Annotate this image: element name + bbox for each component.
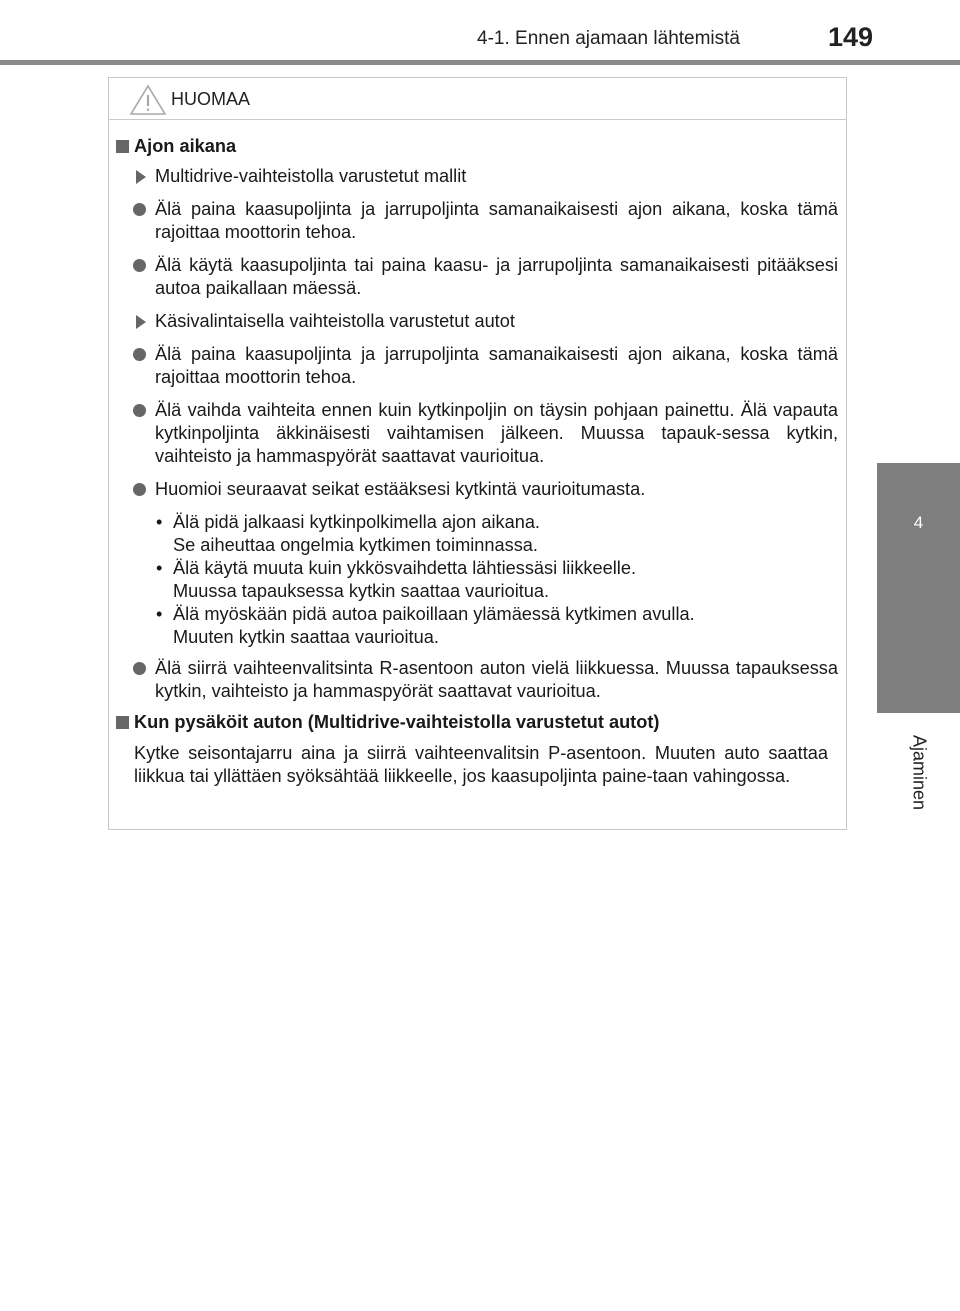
bullet-text: Älä paina kaasupoljinta ja jarrupoljinta samanaikaisesti ajon aikana, koska tämä rajoittaa moottorin tehoa.	[155, 344, 838, 387]
heading-text: Kun pysäköit auton (Multidrive-vaihteistolla varustetut autot)	[134, 712, 660, 732]
notice-box	[108, 77, 847, 830]
triangle-bullet	[136, 170, 146, 184]
bullet-item	[109, 657, 846, 703]
bullet-text: Älä paina kaasupoljinta ja jarrupoljinta samanaikaisesti ajon aikana, koska tämä rajoittaa moottorin tehoa.	[155, 199, 838, 242]
bullet-item	[109, 399, 846, 468]
page-number: 149	[828, 22, 874, 52]
model-text: Multidrive-vaihteistolla varustetut mallit	[155, 166, 467, 186]
side-tab-label	[877, 712, 960, 842]
notice-content	[109, 135, 846, 788]
round-bullet	[133, 203, 146, 216]
dot-bullet: •	[156, 604, 163, 624]
model-text: Käsivalintaisella vaihteistolla varustetut autot	[155, 311, 515, 331]
square-bullet	[116, 140, 129, 153]
model-subheading	[109, 165, 846, 188]
paragraph-text: Kytke seisontajarru aina ja siirrä vaihteenvalitsin P-asentoon. Muuten auto saattaa liikkua tai yllättäen syöksähtää liikkeelle, jos kaasupoljinta paine-taan vahingossa.	[134, 743, 828, 786]
dot-line-1: Älä pidä jalkaasi kytkinpolkimella ajon aikana.	[173, 512, 540, 532]
side-tab-number: 4	[913, 513, 924, 532]
dot-bullet: •	[156, 558, 163, 578]
dot-item	[109, 511, 846, 557]
dot-line-1: Älä myöskään pidä autoa paikoillaan ylämäessä kytkimen avulla.	[173, 604, 695, 624]
model-subheading	[109, 310, 846, 333]
dot-line-1: Älä käytä muuta kuin ykkösvaihdetta lähtiessäsi liikkeelle.	[173, 558, 636, 578]
header-section-title: 4-1. Ennen ajamaan lähtemistä	[477, 28, 740, 49]
section-heading	[109, 711, 846, 734]
bullet-text: Älä vaihda vaihteita ennen kuin kytkinpoljin on täysin pohjaan painettu. Älä vapauta kytkinpoljinta äkkinäisesti vaihtamisen jälkeen. Muussa tapauk-sessa kytkin, vaihteisto ja hammaspyörät saattavat vaurioitua.	[155, 400, 838, 466]
bullet-text: Huomioi seuraavat seikat estääksesi kytkintä vaurioitumasta.	[155, 479, 646, 499]
bullet-item	[109, 198, 846, 244]
dot-line-2: Muussa tapauksessa kytkin saattaa vaurioitua.	[173, 581, 550, 601]
header-rule	[0, 60, 960, 65]
side-tab	[877, 463, 960, 713]
dot-bullet: •	[156, 512, 163, 532]
notice-header	[109, 78, 846, 120]
paragraph	[109, 742, 846, 788]
bullet-text: Älä käytä kaasupoljinta tai paina kaasu- ja jarrupoljinta samanaikaisesti pitääksesi autoa paikallaan mäessä.	[155, 255, 838, 298]
round-bullet	[133, 662, 146, 675]
triangle-bullet	[136, 315, 146, 329]
square-bullet	[116, 716, 129, 729]
round-bullet	[133, 483, 146, 496]
warning-triangle-icon	[129, 84, 167, 116]
bullet-item	[109, 478, 846, 501]
dot-item	[109, 557, 846, 603]
chapter-label: Ajaminen	[909, 734, 929, 811]
notice-title: HUOMAA	[171, 89, 251, 109]
bullet-item	[109, 254, 846, 300]
dot-line-2: Muuten kytkin saattaa vaurioitua.	[173, 627, 439, 647]
dot-line-2: Se aiheuttaa ongelmia kytkimen toiminnassa.	[173, 535, 538, 555]
dot-item	[109, 603, 846, 649]
bullet-item	[109, 343, 846, 389]
bullet-text: Älä siirrä vaihteenvalitsinta R-asentoon auton vielä liikkuessa. Muussa tapauksessa kytkin, vaihteisto ja hammaspyörät saattavat vaurioitua.	[155, 658, 838, 701]
round-bullet	[133, 404, 146, 417]
round-bullet	[133, 259, 146, 272]
heading-text: Ajon aikana	[134, 136, 237, 156]
round-bullet	[133, 348, 146, 361]
section-heading	[109, 135, 846, 158]
